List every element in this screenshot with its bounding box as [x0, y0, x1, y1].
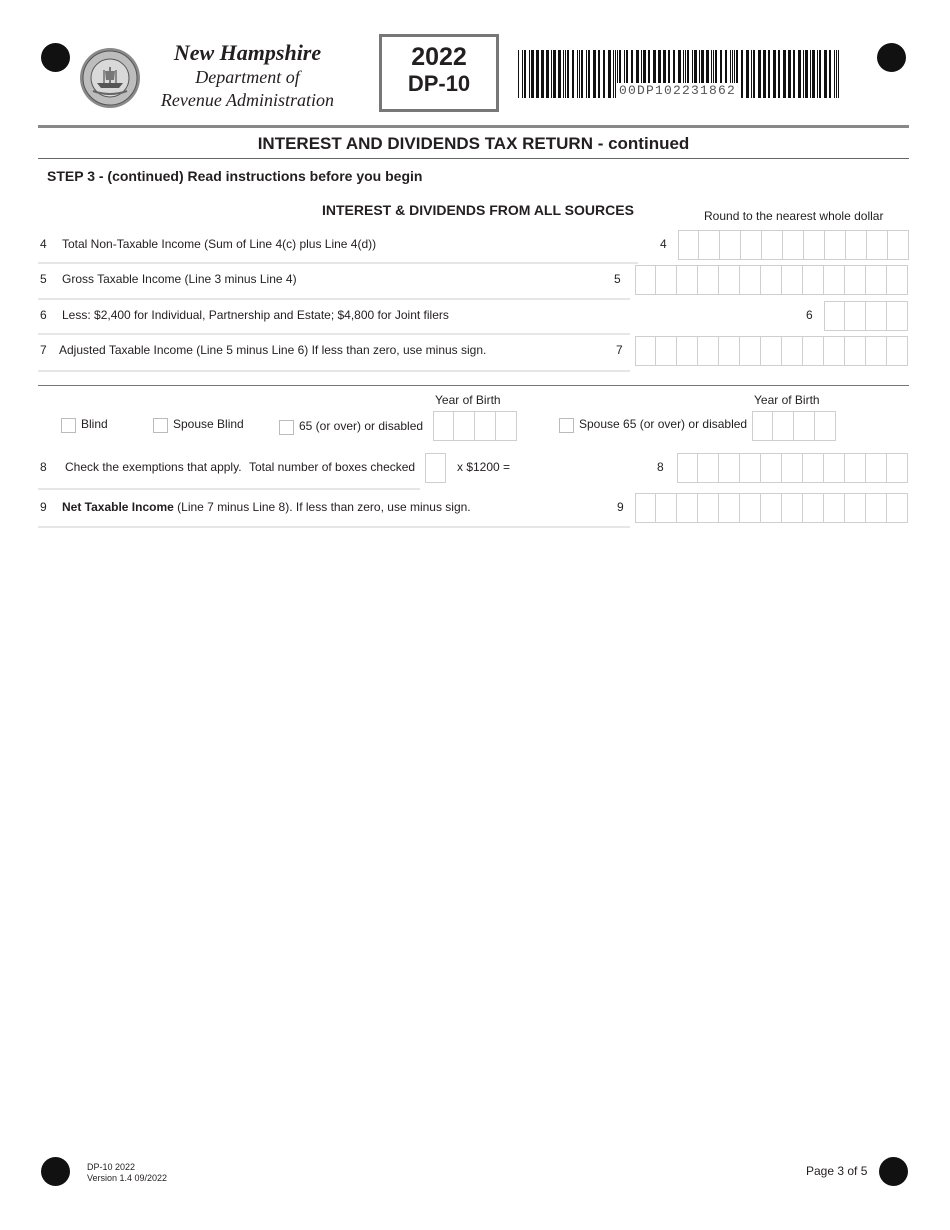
line-9-divider [38, 526, 630, 528]
line-9-label-bold: Net Taxable Income [62, 500, 174, 514]
digit-cell[interactable] [824, 301, 845, 331]
barcode-bar [558, 50, 561, 98]
digit-cell[interactable] [454, 411, 475, 441]
digit-cell[interactable] [866, 453, 887, 483]
digit-cell[interactable] [845, 301, 866, 331]
digit-cell[interactable] [773, 411, 794, 441]
line-6-box-number: 6 [806, 308, 813, 322]
digit-cell[interactable] [887, 336, 908, 366]
barcode-bar [798, 50, 801, 98]
barcode-bar [783, 50, 786, 98]
barcode-bar [524, 50, 526, 98]
line-4-number: 4 [40, 237, 47, 251]
line-7-label: Adjusted Taxable Income (Line 5 minus Line 6) If less than zero, use minus sign. [59, 343, 487, 357]
barcode-bar [778, 50, 780, 98]
line-5-label: Gross Taxable Income (Line 3 minus Line 4) [62, 272, 297, 286]
digit-cell[interactable] [803, 453, 824, 483]
registration-mark-bottom-right [879, 1157, 908, 1186]
digit-cell[interactable] [635, 265, 656, 295]
barcode-bar [751, 50, 752, 98]
line-9-label-rest: (Line 7 minus Line 8). If less than zero, use minus sign. [173, 500, 471, 514]
digit-cell[interactable] [866, 336, 887, 366]
line-8-multiplier: x $1200 = [457, 460, 511, 474]
over-65-label: 65 (or over) or disabled [299, 419, 424, 433]
line-7-divider [38, 370, 630, 372]
barcode-bar [577, 50, 578, 98]
barcode-bar [565, 50, 566, 98]
line-8-label: Check the exemptions that apply. [65, 460, 242, 474]
digit-cell[interactable] [783, 230, 804, 260]
line-5-number: 5 [40, 272, 47, 286]
digit-cell[interactable] [425, 453, 446, 483]
barcode-bar [579, 50, 580, 98]
digit-cell[interactable] [698, 336, 719, 366]
barcode-bar [793, 50, 795, 98]
barcode-bar [551, 50, 552, 98]
line-9-amount-field[interactable] [635, 493, 908, 523]
digit-cell[interactable] [496, 411, 517, 441]
barcode-text: 00DP102231862 [619, 83, 737, 98]
agency-dept-line1: Department of [195, 67, 300, 87]
digit-cell[interactable] [719, 336, 740, 366]
barcode-bar [812, 50, 815, 98]
digit-cell[interactable] [782, 453, 803, 483]
digit-cell[interactable] [845, 336, 866, 366]
year-of-birth-label: Year of Birth [435, 393, 501, 407]
spouse-year-of-birth-field[interactable] [752, 411, 836, 441]
digit-cell[interactable] [803, 493, 824, 523]
round-note: Round to the nearest whole dollar [704, 209, 884, 223]
digit-cell[interactable] [887, 493, 908, 523]
line-6-label: Less: $2,400 for Individual, Partnership and Estate; $4,800 for Joint filers [62, 308, 449, 322]
barcode-bar [836, 50, 837, 98]
barcode-bar [838, 50, 839, 98]
digit-cell[interactable] [677, 493, 698, 523]
digit-cell[interactable] [740, 453, 761, 483]
line-5-box-number: 5 [614, 272, 621, 286]
barcode-bar [572, 50, 574, 98]
line-9-number: 9 [40, 500, 47, 514]
barcode-bar [788, 50, 791, 98]
line-5-amount-field[interactable] [635, 265, 908, 295]
barcode-bar [522, 50, 523, 98]
digit-cell[interactable] [741, 230, 762, 260]
barcode-bar [763, 50, 766, 98]
line-8-number: 8 [40, 460, 47, 474]
digit-cell[interactable] [677, 265, 698, 295]
digit-cell[interactable] [678, 230, 699, 260]
digit-cell[interactable] [656, 336, 677, 366]
agency-state: New Hampshire [173, 40, 322, 65]
registration-mark-top-left [41, 43, 70, 72]
barcode-bar [819, 50, 821, 98]
barcode-bar [529, 50, 530, 98]
year-of-birth-field[interactable] [433, 411, 517, 441]
digit-cell[interactable] [698, 265, 719, 295]
digit-cell[interactable] [719, 265, 740, 295]
digit-cell[interactable] [677, 453, 698, 483]
line-8-box-number: 8 [657, 460, 664, 474]
digit-cell[interactable] [698, 493, 719, 523]
barcode-bar [608, 50, 611, 98]
line-4-label: Total Non-Taxable Income (Sum of Line 4(c) plus Line 4(d)) [62, 237, 377, 251]
blind-checkbox[interactable] [61, 418, 76, 433]
barcode-bar [603, 50, 605, 98]
line-6-divider [38, 333, 630, 335]
digit-cell[interactable] [720, 230, 741, 260]
barcode-bar [746, 50, 749, 98]
barcode-bar [536, 50, 539, 98]
barcode-bar [586, 50, 587, 98]
digit-cell[interactable] [887, 265, 908, 295]
digit-cell[interactable] [815, 411, 836, 441]
line-7-number: 7 [40, 343, 47, 357]
digit-cell[interactable] [761, 265, 782, 295]
line-8-amount-field[interactable] [677, 453, 908, 483]
agency-dept-line2: Revenue Administration [160, 90, 335, 110]
barcode-bar [753, 50, 755, 98]
state-seal-icon [79, 47, 141, 109]
step-heading: STEP 3 - (continued) Read instructions before you begin [47, 168, 423, 184]
line-4-amount-field[interactable] [678, 230, 909, 260]
line-5-divider [38, 298, 630, 300]
digit-cell[interactable] [824, 265, 845, 295]
line-9-box-number: 9 [617, 500, 624, 514]
digit-cell[interactable] [762, 230, 783, 260]
digit-cell[interactable] [782, 493, 803, 523]
form-id: DP-10 [407, 71, 471, 96]
line-4-box-number: 4 [660, 237, 667, 251]
spouse-over-65-checkbox[interactable] [559, 418, 574, 433]
header-divider [38, 125, 909, 128]
page-number: Page 3 of 5 [806, 1164, 868, 1178]
digit-cell[interactable] [761, 453, 782, 483]
digit-cell[interactable] [845, 453, 866, 483]
spouse-blind-label: Spouse Blind [173, 417, 244, 431]
barcode-bar [741, 50, 743, 98]
digit-cell[interactable] [635, 493, 656, 523]
barcode-bar [758, 50, 761, 98]
digit-cell[interactable] [824, 336, 845, 366]
barcode-bar [593, 50, 596, 98]
line-7-amount-field[interactable] [635, 336, 908, 366]
digit-cell[interactable] [740, 265, 761, 295]
barcode-bar [541, 50, 544, 98]
digit-cell[interactable] [866, 265, 887, 295]
barcode-bar [588, 50, 590, 98]
barcode-bar [810, 50, 811, 98]
spouse-over-65-label: Spouse 65 (or over) or disabled [579, 417, 748, 431]
barcode-bar [824, 50, 827, 98]
digit-cell[interactable] [794, 411, 815, 441]
digit-cell[interactable] [845, 265, 866, 295]
digit-cell[interactable] [867, 230, 888, 260]
line-8-total-label: Total number of boxes checked [249, 460, 416, 474]
line-4-divider [38, 262, 638, 264]
digit-cell[interactable] [803, 336, 824, 366]
digit-cell[interactable] [698, 453, 719, 483]
barcode-bar [531, 50, 534, 98]
digit-cell[interactable] [782, 265, 803, 295]
form-year: 2022 [411, 43, 467, 71]
digit-cell[interactable] [887, 453, 908, 483]
page-title: INTEREST AND DIVIDENDS TAX RETURN - continued [257, 134, 690, 153]
digit-cell[interactable] [888, 230, 909, 260]
digit-cell[interactable] [803, 265, 824, 295]
line-9-label [62, 500, 471, 514]
digit-cell[interactable] [846, 230, 867, 260]
line-7-box-number: 7 [616, 343, 623, 357]
digit-cell[interactable] [761, 493, 782, 523]
registration-mark-top-right [877, 43, 906, 72]
boxes-checked-count-field[interactable] [425, 453, 446, 483]
digit-cell[interactable] [887, 301, 908, 331]
barcode-bar [567, 50, 569, 98]
barcode-bar [829, 50, 831, 98]
over-65-checkbox[interactable] [279, 420, 294, 435]
digit-cell[interactable] [804, 230, 825, 260]
barcode-bar [518, 50, 519, 98]
digit-cell[interactable] [740, 493, 761, 523]
barcode-bar [613, 50, 614, 98]
digit-cell[interactable] [866, 493, 887, 523]
digit-cell[interactable] [761, 336, 782, 366]
footer-form-year: DP-10 2022 [87, 1162, 136, 1172]
digit-cell[interactable] [825, 230, 846, 260]
registration-mark-bottom-left [41, 1157, 70, 1186]
digit-cell[interactable] [740, 336, 761, 366]
line-6-amount-field[interactable] [824, 301, 908, 331]
digit-cell[interactable] [635, 336, 656, 366]
barcode-bar [563, 50, 564, 98]
line-6-number: 6 [40, 308, 47, 322]
digit-cell[interactable] [866, 301, 887, 331]
digit-cell[interactable] [824, 453, 845, 483]
barcode-bar [805, 50, 808, 98]
barcode-bar [553, 50, 556, 98]
digit-cell[interactable] [699, 230, 720, 260]
barcode-bar [773, 50, 776, 98]
title-divider [38, 158, 909, 159]
digit-cell[interactable] [752, 411, 773, 441]
barcode-bar [803, 50, 804, 98]
barcode-bar [615, 50, 616, 98]
exemptions-divider [38, 385, 909, 386]
barcode-bar [768, 50, 770, 98]
digit-cell[interactable] [433, 411, 454, 441]
form-id-box [379, 34, 499, 112]
digit-cell[interactable] [719, 453, 740, 483]
spouse-blind-checkbox[interactable] [153, 418, 168, 433]
digit-cell[interactable] [656, 493, 677, 523]
barcode-bar [817, 50, 818, 98]
blind-label: Blind [81, 417, 108, 431]
digit-cell[interactable] [824, 493, 845, 523]
barcode-bar [546, 50, 549, 98]
digit-cell[interactable] [656, 265, 677, 295]
footer-version: Version 1.4 09/2022 [87, 1173, 168, 1183]
barcode-bar [598, 50, 600, 98]
section-heading: INTEREST & DIVIDENDS FROM ALL SOURCES [322, 202, 634, 218]
digit-cell[interactable] [719, 493, 740, 523]
line-8-divider [38, 488, 420, 490]
digit-cell[interactable] [677, 336, 698, 366]
barcode-bar [834, 50, 835, 98]
digit-cell[interactable] [782, 336, 803, 366]
digit-cell[interactable] [475, 411, 496, 441]
digit-cell[interactable] [845, 493, 866, 523]
barcode-bar [581, 50, 583, 98]
spouse-year-of-birth-label: Year of Birth [754, 393, 820, 407]
